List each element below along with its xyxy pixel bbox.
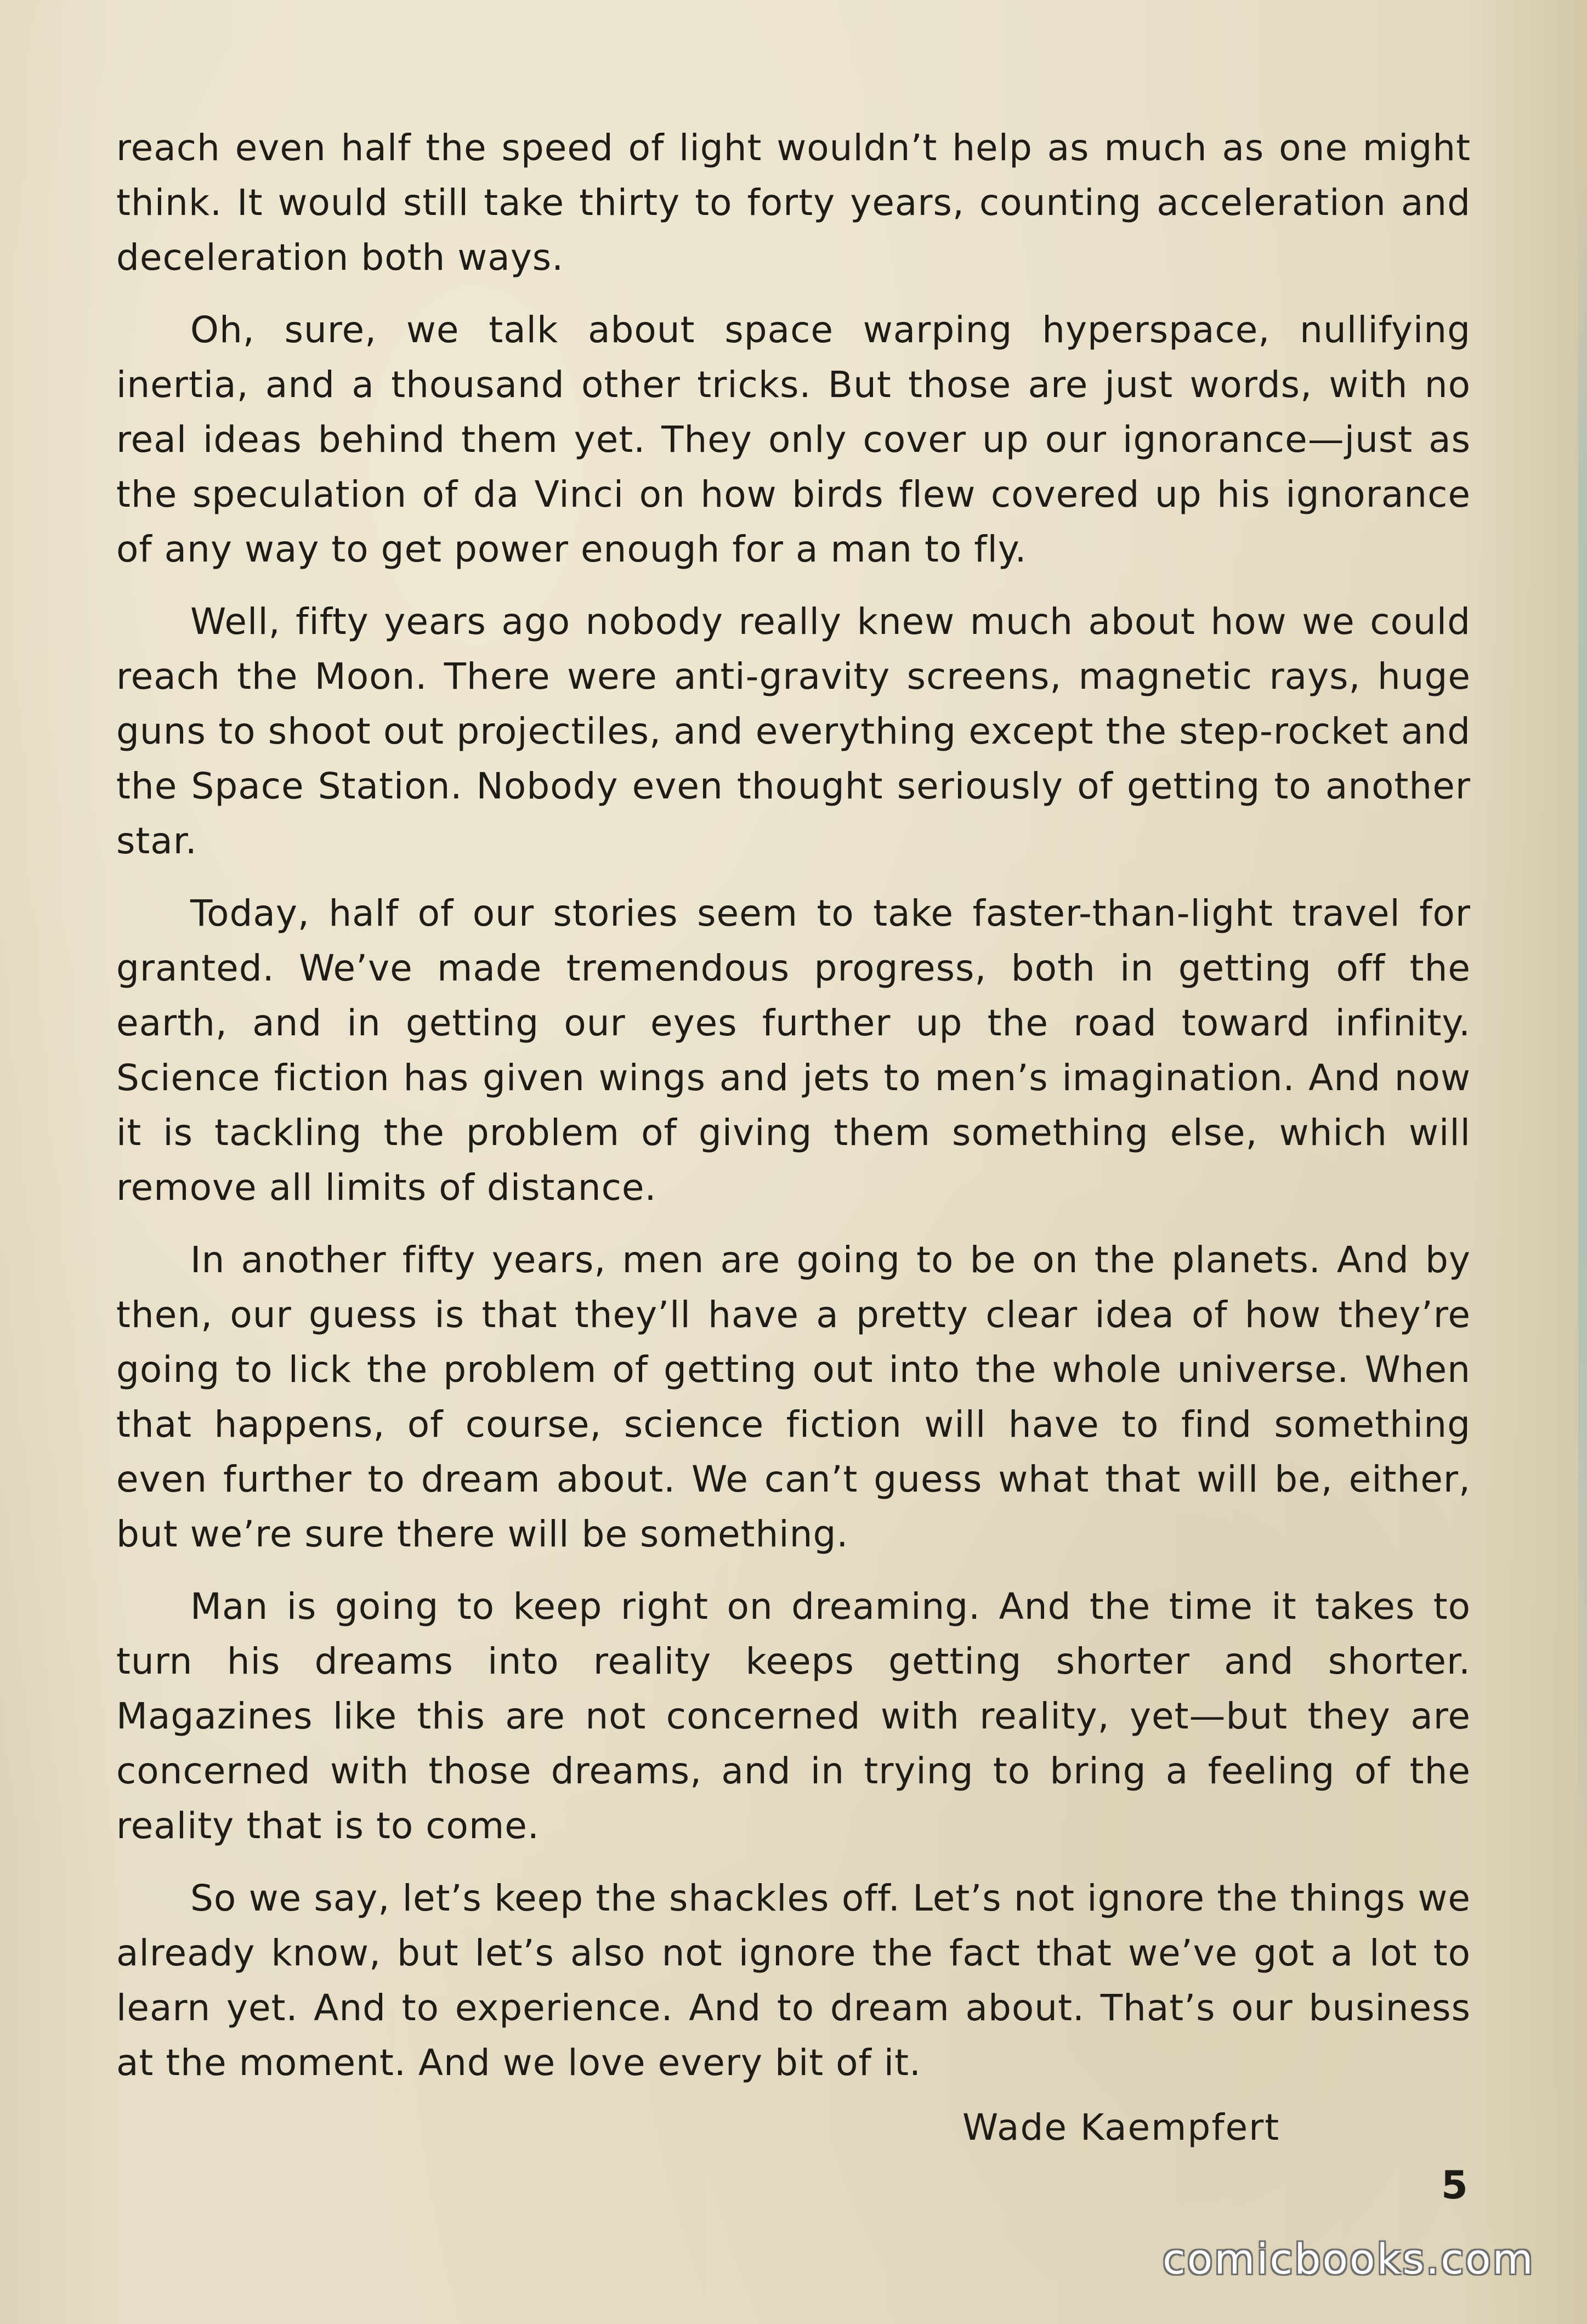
paragraph-1: reach even half the speed of light wouldn’t help as much as one might think. It would still take thirty to forty years, counting acceleration and deceleration both ways. <box>116 127 1471 279</box>
page-edge-tint <box>1578 165 1587 1919</box>
paragraph-6: Man is going to keep right on dreaming. And the time it takes to turn his dreams into reality keeps getting shorter and shorter. Magazines like this are not concerned with reality, yet—but they are concerned with those dreams, and in trying to bring a feeling of the reality that is to come. <box>116 1585 1471 1847</box>
watermark: comicbooks.com <box>1163 2235 1535 2283</box>
paragraph-2: Oh, sure, we talk about space warping hyperspace, nullifying inertia, and a thousand other tricks. But those are just words, with no real ideas behind them yet. They only cover up our ignorance—just as the speculation of da Vinci on how birds flew covered up his ignorance of any way to get power enough for a man to fly. <box>116 309 1471 570</box>
page-number: 5 <box>1441 2163 1468 2208</box>
editorial-text <box>116 121 1471 2108</box>
paragraph-3: Well, fifty years ago nobody really knew much about how we could reach the Moon. There were anti-gravity screens, magnetic rays, huge guns to shoot out projectiles, and everything except the step-rocket and the Space Station. Nobody even thought seriously of getting to another star. <box>116 600 1471 862</box>
paragraph-7: So we say, let’s keep the shackles off. Let’s not ignore the things we already know, but let’s also not ignore the fact that we’ve got a lot to learn yet. And to experience. And to dream about. That’s our business at the moment. And we love every bit of it. <box>116 1877 1471 2084</box>
paragraph-4: Today, half of our stories seem to take faster-than-light travel for granted. We’ve made tremendous progress, both in getting off the earth, and in getting our eyes further up the road toward infinity. Science fiction has given wings and jets to men’s imagination. And now it is tackling the problem of giving them something else, which will remove all limits of distance. <box>116 892 1471 1209</box>
paragraph-5: In another fifty years, men are going to be on the planets. And by then, our guess is that they’ll have a pretty clear idea of how they’re going to lick the problem of getting out into the whole universe. When that happens, of course, science fiction will have to find something even further to dream about. We can’t guess what that will be, either, but we’re sure there will be something. <box>116 1239 1471 1555</box>
author-signature: Wade Kaempfert <box>962 2106 1280 2149</box>
